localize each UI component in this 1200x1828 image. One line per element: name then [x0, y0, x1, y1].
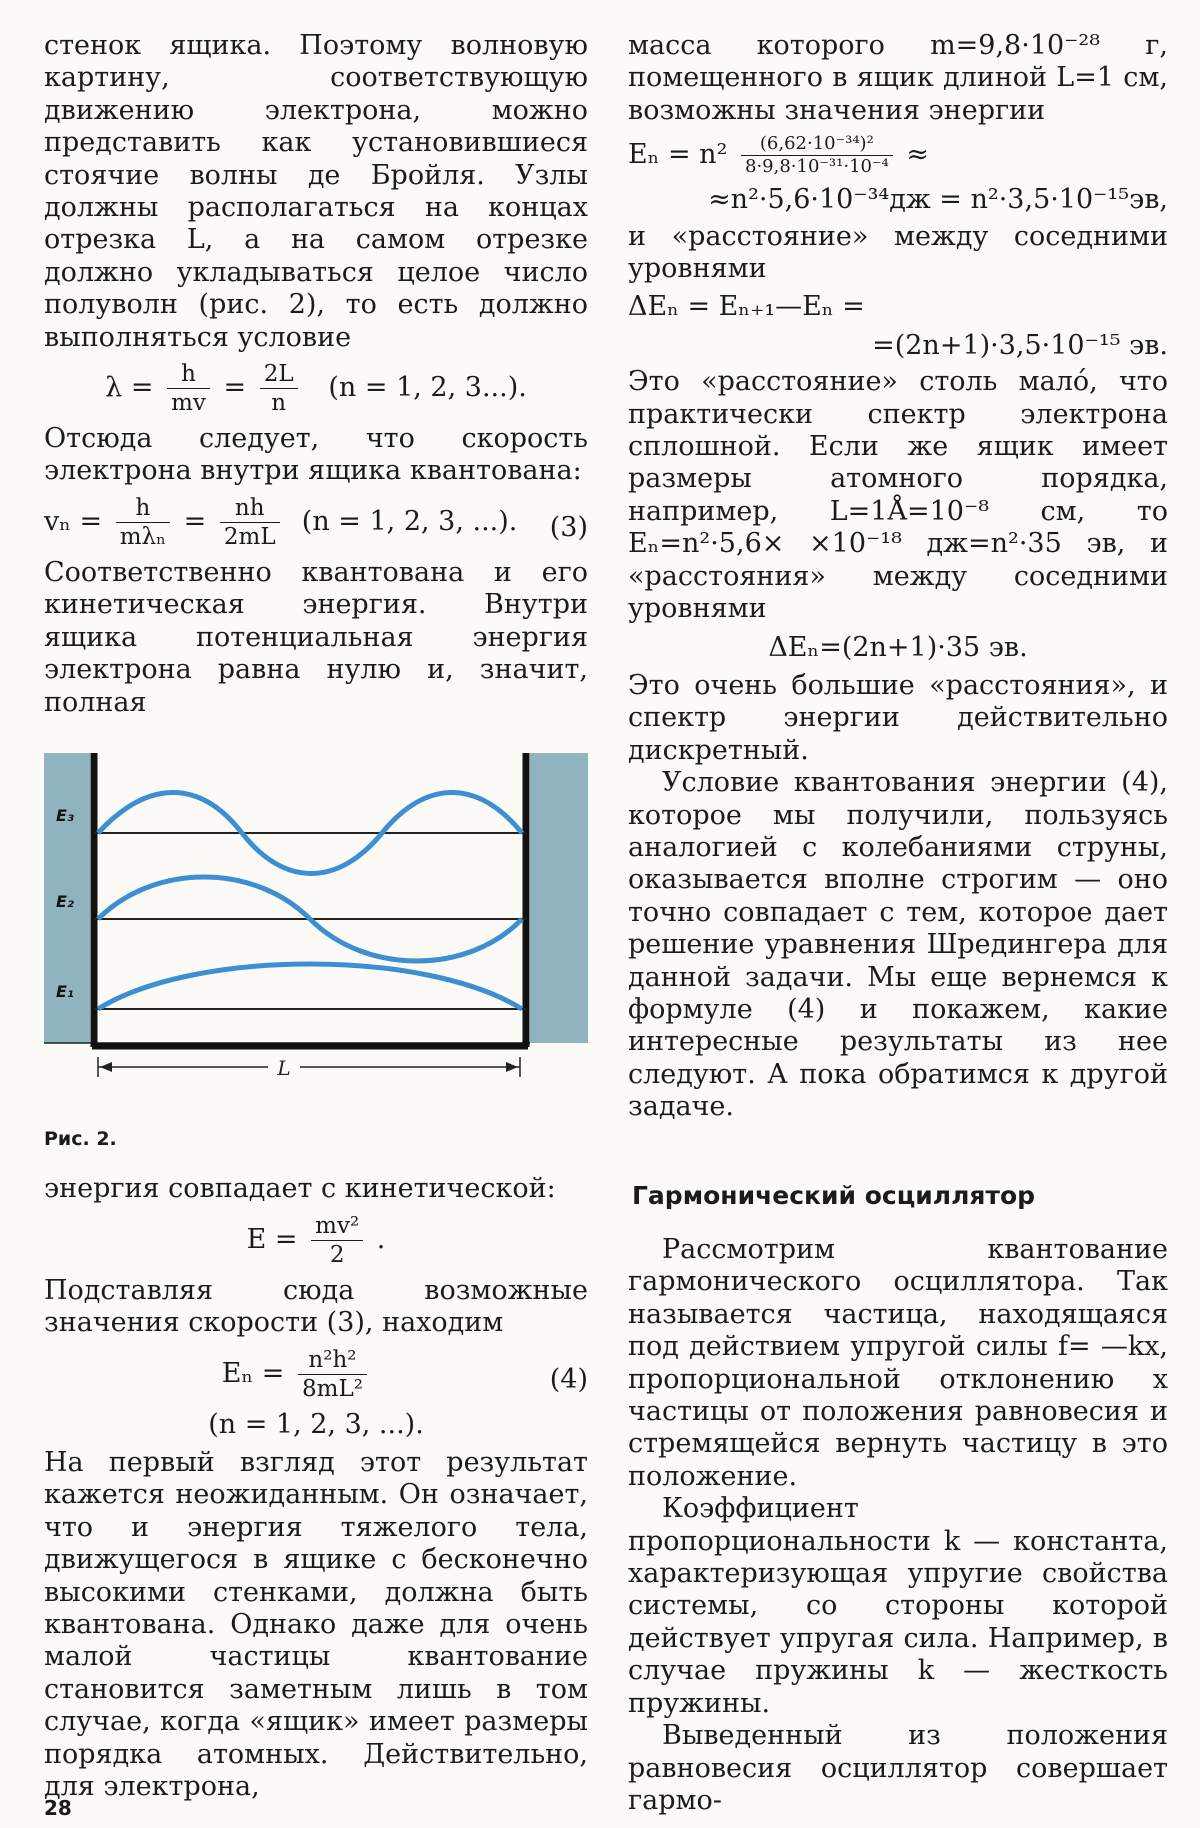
equation-velocity: vₙ = $\frac{h}{\text{mλₙ}}$ = $\frac{nh}{2mL}$ (n = 1, 2, 3, ...). (3) — [44, 494, 588, 550]
paragraph: Коэффициент пропорциональности k — константа, характеризующая упругие свойства системы, со стороны которой действует упругая сила. Например, в случае пружины k — жесткость пружины. — [628, 1493, 1168, 1719]
paragraph: Это очень большие «расстояния», и спектр энергии действительно дискретный. — [628, 669, 1168, 766]
fraction: $\frac{2L}{n}$ — [260, 360, 298, 417]
fraction: $\frac{h}{mv}$ — [167, 360, 210, 417]
level-label-e2: E₂ — [56, 891, 74, 911]
right-wall — [530, 753, 588, 1043]
section-heading: Гармонический осциллятор — [632, 1180, 1036, 1210]
figure-particle-in-box — [44, 753, 588, 1109]
paragraph: Рассмотрим квантование гармонического осциллятора. Так называется частица, находящаяся под действием упругой силы f= —kx, пропорциональной отклонению x частицы от положения равновесия и стремящейся вернуть частицу в это положение. — [628, 1234, 1168, 1492]
paragraph: На первый взгляд этот результат кажется неожиданным. Он означает, что и энергия тяжелого тела, движущегося в ящике с бесконечно высокими стенками, должна быть квантована. Однако даже для очень малой частицы квантование становится заметным лишь в том случае, когда «ящик» имеет размеры порядка атомных. Действительно, для электрона, — [44, 1446, 588, 1802]
paragraph: Отсюда следует, что скорость электрона внутри ящика квантована: — [44, 423, 588, 487]
equation-energy-levels: Eₙ = $\frac{\text{n²h²}}{\text{8mL²}}$ (4) — [221, 1346, 588, 1402]
level-label-e3: E₃ — [56, 805, 74, 825]
fraction: $\frac{h}{\text{mλₙ}}$ — [116, 494, 170, 551]
fraction: $\frac{\text{(6,62·10⁻³⁴)²}}{\text{8·9,8·10⁻³¹·10⁻⁴}}$ — [741, 133, 893, 178]
paragraph: Подставляя сюда возможные значения скорости (3), находим — [44, 1274, 588, 1339]
level-label-e1: E₁ — [56, 981, 74, 1001]
paragraph: и «расстояние» между соседними уровнями — [628, 220, 1168, 285]
right-column — [628, 30, 1168, 1817]
paragraph: Выведенный из положения равновесия осциллятор совершает гармо- — [628, 1720, 1168, 1816]
equation-electron-energy-value: ≈n²·5,6·10⁻³⁴дж = n²·3,5·10⁻¹⁵эв, — [708, 184, 1168, 216]
left-column — [44, 30, 588, 1803]
fraction: $\frac{\text{n²h²}}{\text{8mL²}}$ — [298, 1346, 367, 1403]
equation-electron-energy: Eₙ = n² $\frac{\text{(6,62·10⁻³⁴)²}}{\text{8·9,8·10⁻³¹·10⁻⁴}}$ ≈ — [628, 133, 929, 178]
page-number: 28 — [44, 1796, 72, 1820]
paragraph: Условие квантования энергии (4), которое мы получили, пользуясь аналогией с колебаниями струны, оказывается вполне строгим — оно точно совпадает с тем, которое дает решение уравнения Шредингера для данной задачи. Мы еще вернемся к формуле (4) и покажем, какие интересные результаты из нее следуют. А пока обратимся к другой задаче. — [628, 767, 1168, 1123]
paragraph: Это «расстояние» столь мало́, что практически спектр электрона сплошной. Если же ящик имеет размеры атомного порядка, например, L=1Å=10⁻⁸ см, то Eₙ=n²·5,6× ×10⁻¹⁸ дж=n²·35 эв, и «расстояния» между соседними уровнями — [628, 366, 1168, 625]
length-label: L — [277, 1055, 291, 1080]
equation-atomic-spacing: ΔEₙ=(2n+1)·35 эв. — [768, 631, 1028, 663]
paragraph: энергия совпадает с кинетической: — [44, 1173, 556, 1205]
figure-caption: Рис. 2. — [44, 1127, 117, 1150]
paragraph: масса которого m=9,8·10⁻²⁸ г, помещенного в ящик длиной L=1 см, возможны значения энергии — [628, 30, 1168, 126]
equation-level-spacing-value: =(2n+1)·3,5·10⁻¹⁵ эв. — [872, 329, 1168, 361]
fraction: $\frac{\text{mv²}}{2}$ — [311, 1212, 363, 1269]
fraction: $\frac{nh}{2mL}$ — [220, 494, 280, 551]
equation-energy: E = $\frac{\text{mv²}}{2}$ . — [246, 1212, 386, 1268]
equation-number: (3) — [549, 511, 588, 543]
equation-wavelength: λ = $\frac{h}{mv}$ = $\frac{2L}{n}$ (n = 1, 2, 3...). — [105, 361, 527, 417]
equation-condition: (n = 1, 2, 3, ...). — [208, 1408, 424, 1440]
paragraph: Соответственно квантована и его кинетическая энергия. Внутри ящика потенциальная энергия электрона равна нулю и, значит, полная — [44, 556, 588, 718]
equation-level-spacing: ΔEₙ = Eₙ₊₁—Eₙ = — [628, 291, 865, 323]
equation-number: (4) — [549, 1363, 588, 1395]
paragraph: стенок ящика. Поэтому волновую картину, соответствующую движению электрона, можно представить как установившиеся стоячие волны де Бройля. Узлы должны располагаться на концах отрезка L, а на самом отрезке должно укладываться целое число полуволн (рис. 2), то есть должно выполняться условие — [44, 30, 588, 353]
